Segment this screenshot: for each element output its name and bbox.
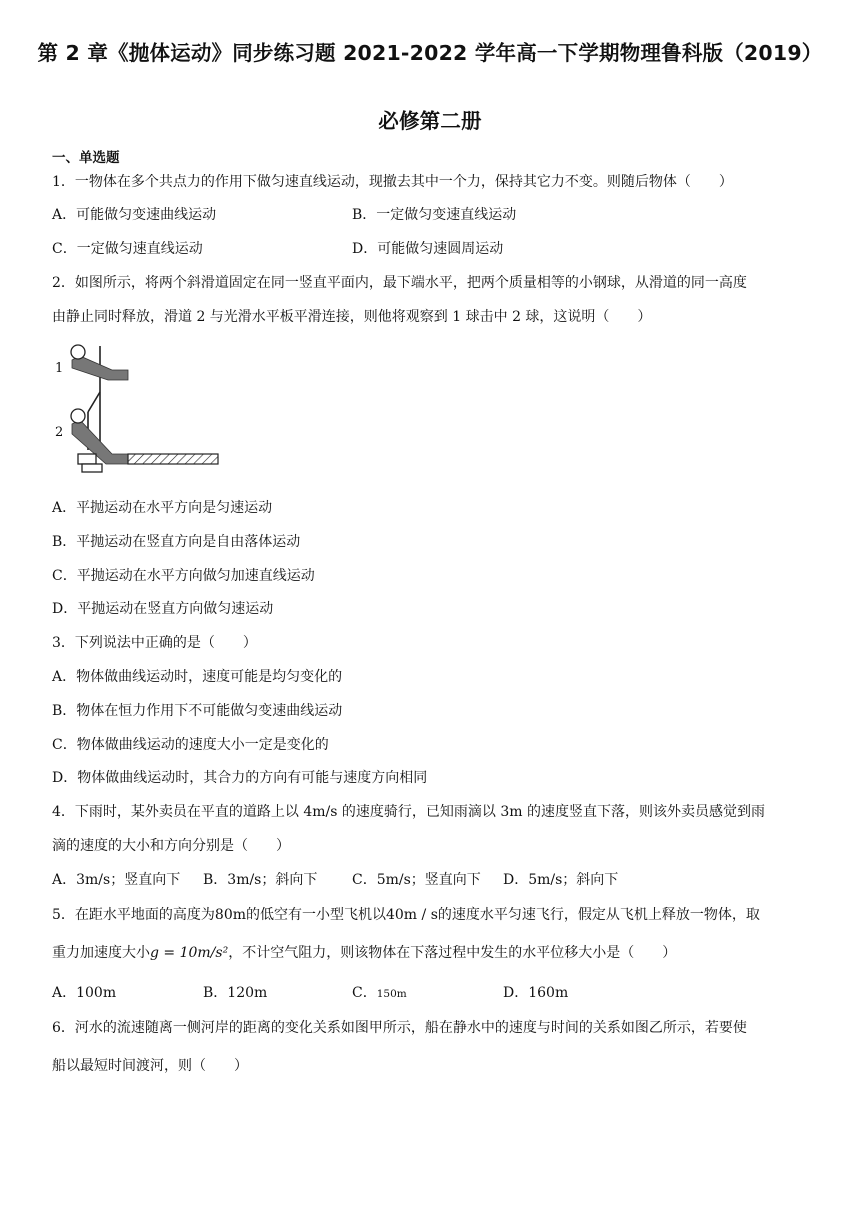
q2-option-c: C．平抛运动在水平方向做匀加速直线运动 [52,568,315,584]
document-title-line1: 第 2 章《抛体运动》同步练习题 2021-2022 学年高一下学期物理鲁科版（2019） [37,41,823,65]
ball-2 [71,409,85,423]
q4-stem-line2: 滴的速度的大小和方向分别是（ ） [52,838,290,854]
q5-stem-line2-pre: 重力加速度大小 [52,945,150,961]
q3-option-a: A．物体做曲线运动时，速度可能是均匀变化的 [52,669,343,685]
q5-option-c [352,983,407,1004]
q2-stem-line1: 2．如图所示，将两个斜滑道固定在同一竖直平面内，最下端水平，把两个质量相等的小钢球，从滑道的同一高度 [52,275,747,291]
q4-option-d: D．5m/s；斜向下 [503,872,619,888]
q1-option-a: A．可能做匀变速曲线运动 [52,207,217,223]
q1-stem: 1．一物体在多个共点力的作用下做匀速直线运动，现撤去其中一个力，保持其它力不变。则随后物体（ ） [52,174,733,190]
q5-gravity-formula: g = 10m/s² [150,945,229,961]
q2-stem-line2: 由静止同时释放，滑道 2 与光滑水平板平滑连接，则他将观察到 1 球击中 2 球，这说明（ ） [52,309,652,325]
label-1: 1 [55,361,64,376]
q4-stem-line1: 4．下雨时，某外卖员在平直的道路上以 4m/s 的速度骑行，已知雨滴以 3m 的速度竖直下落，则该外卖员感觉到雨 [52,804,765,820]
q5-option-a: A．100m [52,985,117,1001]
q5-stem-line1: 5．在距水平地面的高度为80m的低空有一小型飞机以40m / s的速度水平匀速飞行，假定从飞机上释放一物体，取 [52,907,760,923]
stand-pole-bend [88,392,100,412]
ball-1 [71,345,85,359]
q2-option-d: D．平抛运动在竖直方向做匀速运动 [52,601,274,617]
q3-option-d: D．物体做曲线运动时，其合力的方向有可能与速度方向相同 [52,770,428,786]
q3-option-c: C．物体做曲线运动的速度大小一定是变化的 [52,737,329,753]
q5-option-c-prefix: C． [352,985,377,1001]
section-heading: 一、单选题 [52,150,120,166]
q4-option-a: A．3m/s；竖直向下 [52,872,181,888]
q1-option-c: C．一定做匀速直线运动 [52,241,203,257]
q2-option-b: B．平抛运动在竖直方向是自由落体运动 [52,534,301,550]
q6-stem-line2: 船以最短时间渡河，则（ ） [52,1058,248,1074]
q2-apparatus-diagram [52,342,232,477]
q4-option-b: B．3m/s；斜向下 [203,872,318,888]
q6-stem-line1: 6．河水的流速随离一侧河岸的距离的变化关系如图甲所示，船在静水中的速度与时间的关系如图乙所示，若要使 [52,1020,747,1036]
q5-option-c-value: 150m [376,988,407,1000]
q4-option-c: C．5m/s；竖直向下 [352,872,481,888]
q2-option-a: A．平抛运动在水平方向是匀速运动 [52,500,273,516]
q3-option-b: B．物体在恒力作用下不可能做匀变速曲线运动 [52,703,343,719]
q5-stem-line2 [52,943,676,963]
stand-base [78,454,96,464]
label-2: 2 [55,425,64,440]
document-title-line2: 必修第二册 [378,109,482,133]
q3-stem: 3．下列说法中正确的是（ ） [52,635,257,651]
q1-option-d: D．可能做匀速圆周运动 [352,241,504,257]
q5-stem-line2-post: ，不计空气阻力，则该物体在下落过程中发生的水平位移大小是（ ） [228,945,677,961]
q5-option-d: D．160m [503,985,569,1001]
q1-option-b: B．一定做匀变速直线运动 [352,207,517,223]
horizontal-board [128,454,218,464]
q5-option-b: B．120m [203,985,268,1001]
